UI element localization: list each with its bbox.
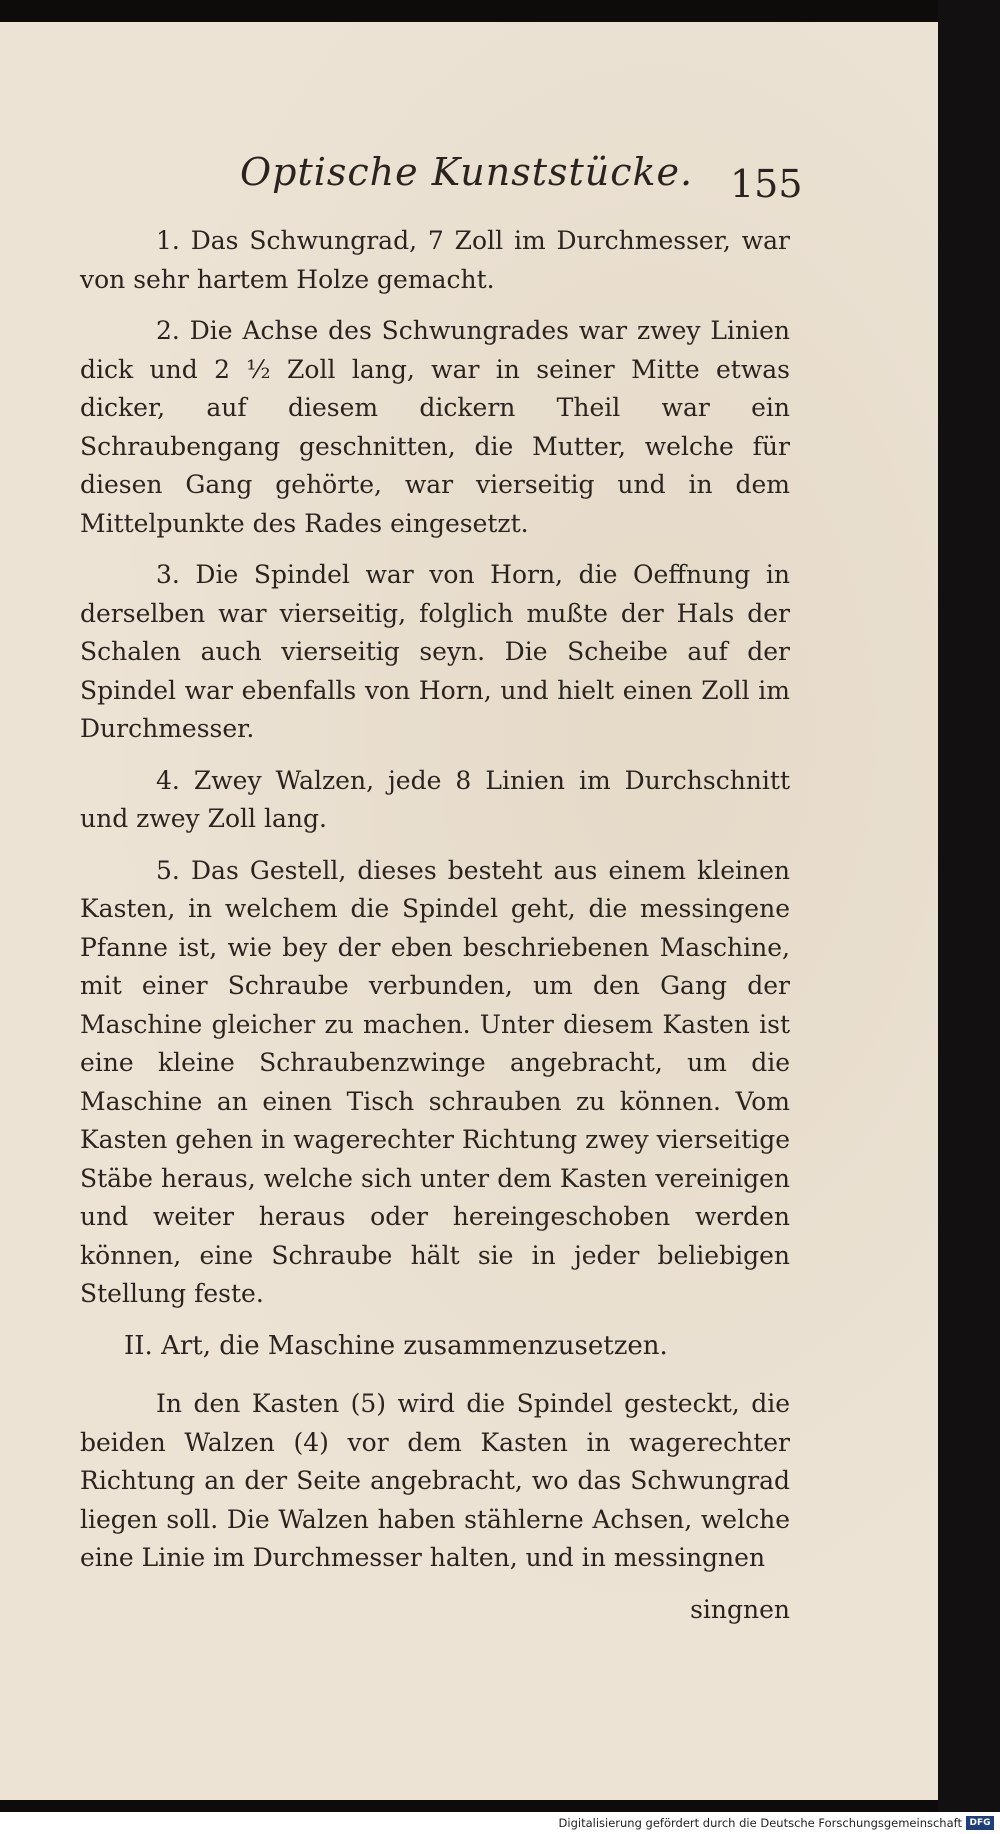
paragraph-2: 2. Die Achse des Schwungrades war zwey Linien dick und 2 ½ Zoll lang, war in seiner Mitte etwas dicker, auf diesem dickern Theil war ein Schraubengang geschnitten, die Mutter, welche für diesen Gang gehörte, war vierseitig und in dem Mittelpunkte des Rades eingesetzt. <box>80 316 790 538</box>
paragraph-3: 3. Die Spindel war von Horn, die Oeffnung in derselben war vierseitig, folglich mußte der Hals der Schalen auch vierseitig seyn. Die Scheibe auf der Spindel war ebenfalls von Horn, und hielt einen Zoll im Durchmesser. <box>80 560 790 743</box>
scan-border <box>938 0 1000 1812</box>
paragraph-4: 4. Zwey Walzen, jede 8 Linien im Durchschnitt und zwey Zoll lang. <box>80 765 790 833</box>
paragraph-1: 1. Das Schwungrad, 7 Zoll im Durchmesser, war von sehr hartem Holze gemacht. <box>80 226 790 294</box>
dfg-logo-icon: DFG <box>966 1816 994 1830</box>
running-head: Optische Kunststücke. <box>240 150 694 194</box>
section-heading: II. Art, die Maschine zusammenzusetzen. <box>124 1330 668 1361</box>
book-page <box>0 22 938 1800</box>
footer-credit: Digitalisierung gefördert durch die Deutsche Forschungsgemeinschaft <box>558 1816 962 1830</box>
paragraph-5: 5. Das Gestell, dieses besteht aus einem kleinen Kasten, in welchem die Spindel geht, die messingene Pfanne ist, wie bey der eben beschriebenen Maschine, mit einer Schraube verbunden, um den Gang der Maschine gleicher zu machen. Unter diesem Kasten ist eine kleine Schraubenzwinge angebracht, um die Maschine an einen Tisch schrauben zu können. Vom Kasten gehen in wagerechter Richtung zwey vierseitige Stäbe heraus, welche sich unter dem Kasten vereinigen und weiter heraus oder hereingeschoben werden können, eine Schraube hält sie in jeder beliebigen Stellung feste. <box>80 855 790 1308</box>
body-text <box>80 222 790 1629</box>
page-number: 155 <box>730 162 803 206</box>
paragraph-6: In den Kasten (5) wird die Spindel gesteckt, die beiden Walzen (4) vor dem Kasten in wagerechter Richtung an der Seite angebracht, wo das Schwungrad liegen soll. Die Walzen haben stählerne Achsen, welche eine Linie im Durchmesser halten, und in messingnen <box>80 1389 790 1572</box>
footer-bar <box>0 1812 1000 1834</box>
catchword: singnen <box>690 1594 790 1624</box>
